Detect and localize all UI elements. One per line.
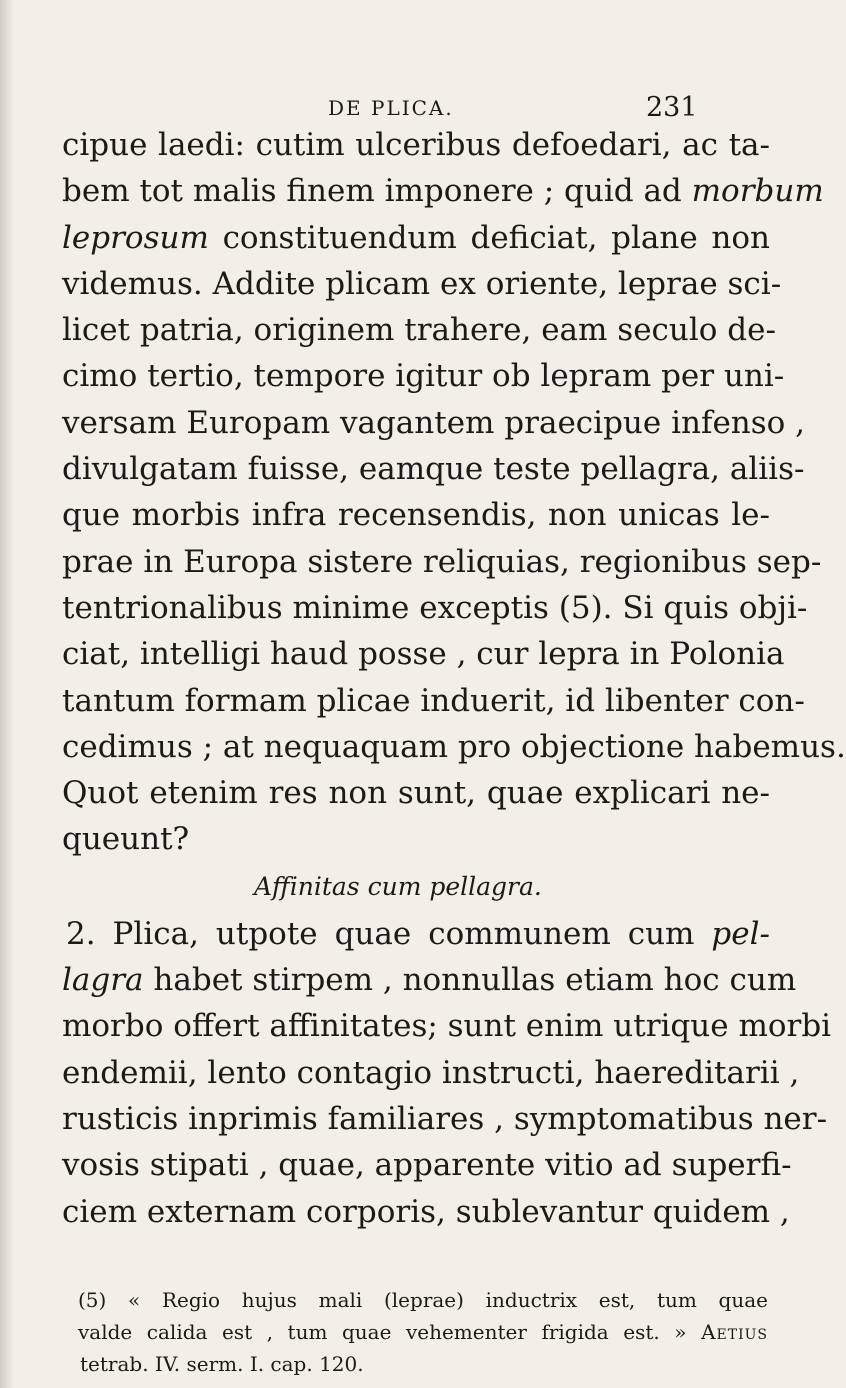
text-line: cedimus ; at nequaquam pro objectione habemus.: [62, 728, 846, 765]
page-gutter-shadow: [0, 0, 14, 1388]
text-line: prae in Europa sistere reliquias, regionibus sep-: [62, 543, 822, 580]
text-line: licet patria, originem trahere, eam seculo de-: [62, 312, 776, 349]
text-line: tantum formam plicae induerit, id libenter con-: [62, 682, 805, 719]
footnote-line: [78, 1316, 768, 1348]
footnote-line: tetrab. IV. serm. I. cap. 120.: [80, 1352, 364, 1376]
text-line: ciem externam corporis, sublevantur quidem ,: [62, 1193, 790, 1230]
footnote-line: (5) « Regio hujus mali (leprae) inductrix est, tum quae: [78, 1288, 768, 1312]
text-line: cipue laedi: cutim ulceribus defoedari, ac ta-: [62, 127, 770, 163]
italic-term: pel-: [711, 915, 770, 952]
text-run: valde calida est , tum quae vehementer frigida est. »: [78, 1320, 702, 1344]
text-line: divulgatam fuisse, eamque teste pellagra, aliis-: [62, 451, 805, 488]
main-text: [62, 122, 846, 1235]
text-line: rusticis inprimis familiares , symptomatibus ner-: [62, 1100, 828, 1137]
text-line: endemii, lento contagio instructi, haereditarii ,: [62, 1054, 800, 1091]
text-run: bem tot malis finem imponere ; quid ad: [62, 173, 692, 210]
italic-term: lagra: [62, 962, 144, 999]
text-line: versam Europam vagantem praecipue infenso ,: [62, 404, 806, 441]
text-line: cimo tertio, tempore igitur ob lepram per uni-: [62, 358, 785, 395]
text-line: queunt?: [62, 821, 190, 858]
page-number: 231: [646, 92, 698, 123]
text-line: [62, 957, 797, 1003]
running-title: DE PLICA.: [328, 96, 454, 120]
text-line: vosis stipati , quae, apparente vitio ad superfi-: [62, 1147, 792, 1184]
text-line: que morbis infra recensendis, non unicas le-: [62, 497, 770, 534]
author-name: Aetius: [701, 1320, 768, 1344]
text-line: Quot etenim res non sunt, quae explicari ne-: [62, 775, 770, 812]
text-line: ciat, intelligi haud posse , cur lepra in Polonia: [62, 636, 785, 673]
footnote: [78, 1284, 768, 1380]
text-line: videmus. Addite plicam ex oriente, leprae sci-: [62, 265, 782, 302]
text-run: 2. Plica, utpote quae communem cum: [66, 915, 712, 952]
text-line: tentrionalibus minime exceptis (5). Si quis obji-: [62, 589, 808, 626]
text-line: [62, 215, 770, 261]
text-line: [62, 168, 824, 214]
italic-term: leprosum: [62, 219, 209, 256]
text-run: constituendum deficiat, plane non: [208, 219, 770, 256]
text-line: morbo offert affinitates; sunt enim utrique morbi: [62, 1008, 832, 1045]
text-line: [62, 911, 770, 957]
text-run: habet stirpem , nonnullas etiam hoc cum: [143, 962, 797, 999]
section-heading: Affinitas cum pellagra.: [254, 871, 542, 901]
italic-term: morbum: [691, 173, 824, 210]
